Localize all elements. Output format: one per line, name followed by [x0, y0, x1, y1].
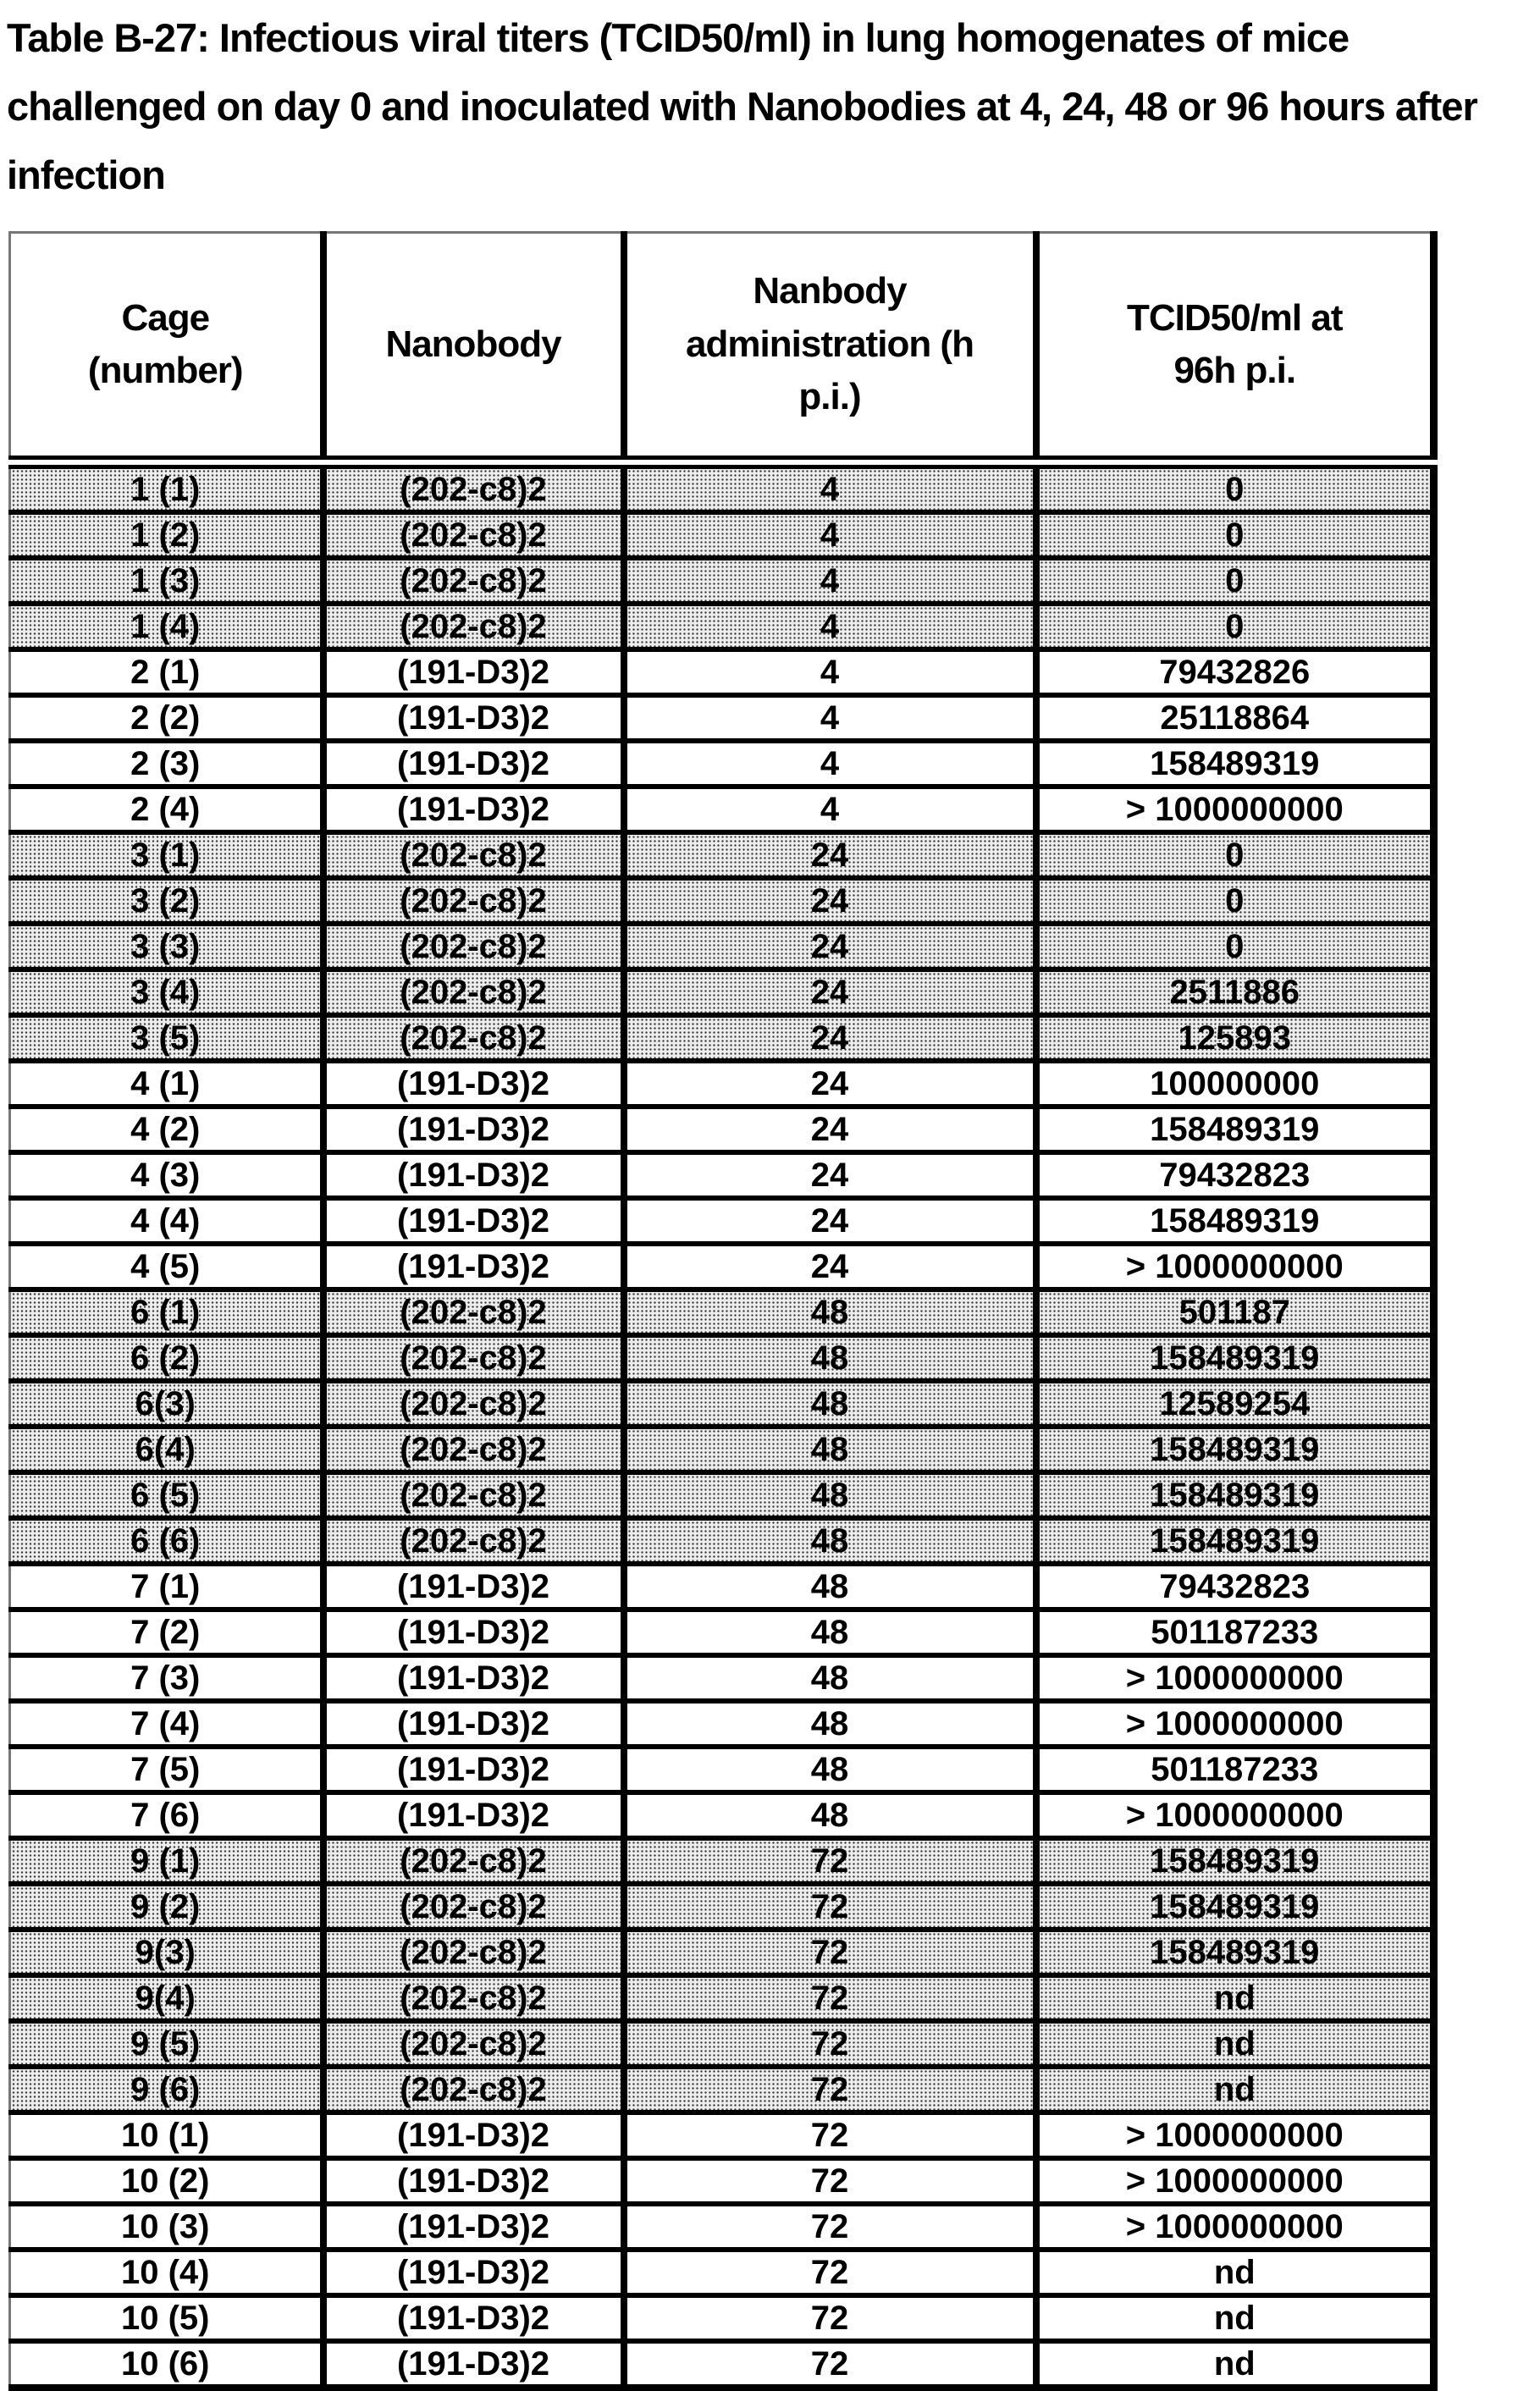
cell-administration-hours: 24 — [624, 1244, 1036, 1289]
cell-cage-number: 1 (4) — [10, 604, 323, 649]
cell-tcid50-value: 501187233 — [1036, 1610, 1434, 1655]
table-row — [10, 1838, 1434, 1884]
cell-administration-hours: 72 — [624, 2112, 1036, 2158]
cell-cage-number: 2 (4) — [10, 787, 323, 832]
table-row — [10, 1381, 1434, 1427]
cell-administration-hours: 4 — [624, 787, 1036, 832]
cell-cage-number: 1 (3) — [10, 558, 323, 604]
cell-nanobody: (202-c8)2 — [323, 1427, 624, 1472]
table-row — [10, 1289, 1434, 1335]
cell-nanobody: (191-D3)2 — [323, 787, 624, 832]
cell-cage-number: 2 (3) — [10, 741, 323, 787]
table-row — [10, 1610, 1434, 1655]
table-row — [10, 1152, 1434, 1198]
cell-administration-hours: 48 — [624, 1610, 1036, 1655]
cell-nanobody: (191-D3)2 — [323, 2250, 624, 2295]
cell-nanobody: (191-D3)2 — [323, 2112, 624, 2158]
cell-administration-hours: 72 — [624, 1838, 1036, 1884]
cell-administration-hours: 4 — [624, 695, 1036, 741]
cell-cage-number: 6 (2) — [10, 1335, 323, 1381]
cell-cage-number: 3 (1) — [10, 832, 323, 878]
cell-nanobody: (191-D3)2 — [323, 1701, 624, 1747]
cell-nanobody: (191-D3)2 — [323, 1107, 624, 1152]
cell-tcid50-value: > 1000000000 — [1036, 2112, 1434, 2158]
table-row — [10, 1655, 1434, 1701]
cell-administration-hours: 48 — [624, 1335, 1036, 1381]
cell-cage-number: 3 (5) — [10, 1015, 323, 1061]
cell-cage-number: 10 (6) — [10, 2341, 323, 2388]
cell-cage-number: 3 (3) — [10, 924, 323, 969]
cell-tcid50-value: 25118864 — [1036, 695, 1434, 741]
cell-cage-number: 7 (1) — [10, 1564, 323, 1610]
cell-cage-number: 7 (6) — [10, 1792, 323, 1838]
column-header-nanobody-administration: Nanbody administration (h p.i.) — [624, 233, 1036, 463]
cell-tcid50-value: > 1000000000 — [1036, 1655, 1434, 1701]
cell-administration-hours: 4 — [624, 462, 1036, 512]
cell-nanobody: (202-c8)2 — [323, 1015, 624, 1061]
cell-tcid50-value: nd — [1036, 2341, 1434, 2388]
cell-administration-hours: 24 — [624, 969, 1036, 1015]
cell-cage-number: 9 (5) — [10, 2021, 323, 2067]
cell-nanobody: (202-c8)2 — [323, 832, 624, 878]
cell-cage-number: 9 (6) — [10, 2067, 323, 2112]
table-header-row — [10, 233, 1434, 463]
cell-administration-hours: 48 — [624, 1518, 1036, 1564]
cell-nanobody: (191-D3)2 — [323, 1610, 624, 1655]
cell-nanobody: (202-c8)2 — [323, 2021, 624, 2067]
table-row — [10, 1244, 1434, 1289]
cell-administration-hours: 72 — [624, 2341, 1036, 2388]
cell-cage-number: 4 (1) — [10, 1061, 323, 1107]
cell-tcid50-value: 100000000 — [1036, 1061, 1434, 1107]
cell-nanobody: (202-c8)2 — [323, 1381, 624, 1427]
table-row — [10, 1107, 1434, 1152]
table-row — [10, 1564, 1434, 1610]
table-row — [10, 1061, 1434, 1107]
cell-administration-hours: 48 — [624, 1747, 1036, 1792]
cell-tcid50-value: nd — [1036, 1975, 1434, 2021]
cell-administration-hours: 4 — [624, 604, 1036, 649]
cell-nanobody: (191-D3)2 — [323, 2204, 624, 2250]
cell-tcid50-value: > 1000000000 — [1036, 1244, 1434, 1289]
column-header-cage-number: Cage (number) — [10, 233, 323, 463]
cell-cage-number: 6 (5) — [10, 1472, 323, 1518]
cell-cage-number: 4 (3) — [10, 1152, 323, 1198]
cell-tcid50-value: nd — [1036, 2021, 1434, 2067]
table-row — [10, 604, 1434, 649]
cell-administration-hours: 48 — [624, 1655, 1036, 1701]
cell-administration-hours: 4 — [624, 649, 1036, 695]
cell-tcid50-value: 158489319 — [1036, 741, 1434, 787]
cell-tcid50-value: 0 — [1036, 558, 1434, 604]
cell-administration-hours: 72 — [624, 1884, 1036, 1930]
cell-nanobody: (202-c8)2 — [323, 1518, 624, 1564]
table-row — [10, 558, 1434, 604]
cell-tcid50-value: 12589254 — [1036, 1381, 1434, 1427]
cell-administration-hours: 72 — [624, 2067, 1036, 2112]
cell-tcid50-value: 158489319 — [1036, 1198, 1434, 1244]
table-row — [10, 832, 1434, 878]
cell-tcid50-value: 79432823 — [1036, 1152, 1434, 1198]
table-row — [10, 1747, 1434, 1792]
cell-cage-number: 6(3) — [10, 1381, 323, 1427]
table-row — [10, 695, 1434, 741]
column-header-tcid50: TCID50/ml at 96h p.i. — [1036, 233, 1434, 463]
cell-tcid50-value: 158489319 — [1036, 1427, 1434, 1472]
table-row — [10, 649, 1434, 695]
table-row — [10, 969, 1434, 1015]
cell-nanobody: (191-D3)2 — [323, 1152, 624, 1198]
cell-cage-number: 4 (5) — [10, 1244, 323, 1289]
cell-administration-hours: 48 — [624, 1564, 1036, 1610]
cell-nanobody: (202-c8)2 — [323, 1930, 624, 1975]
cell-cage-number: 2 (1) — [10, 649, 323, 695]
cell-administration-hours: 48 — [624, 1427, 1036, 1472]
cell-nanobody: (202-c8)2 — [323, 1975, 624, 2021]
cell-cage-number: 3 (2) — [10, 878, 323, 924]
cell-nanobody: (202-c8)2 — [323, 878, 624, 924]
table-body — [10, 462, 1434, 2388]
viral-titer-table — [8, 231, 1438, 2391]
table-row — [10, 1701, 1434, 1747]
cell-cage-number: 1 (2) — [10, 512, 323, 558]
cell-tcid50-value: 158489319 — [1036, 1107, 1434, 1152]
table-row — [10, 1975, 1434, 2021]
table-row — [10, 2204, 1434, 2250]
cell-administration-hours: 24 — [624, 1061, 1036, 1107]
cell-nanobody: (202-c8)2 — [323, 1838, 624, 1884]
cell-administration-hours: 72 — [624, 2250, 1036, 2295]
cell-tcid50-value: 501187233 — [1036, 1747, 1434, 1792]
cell-tcid50-value: 158489319 — [1036, 1838, 1434, 1884]
table-row — [10, 512, 1434, 558]
cell-tcid50-value: 2511886 — [1036, 969, 1434, 1015]
cell-nanobody: (191-D3)2 — [323, 1655, 624, 1701]
cell-nanobody: (202-c8)2 — [323, 604, 624, 649]
cell-nanobody: (202-c8)2 — [323, 924, 624, 969]
cell-tcid50-value: 0 — [1036, 604, 1434, 649]
cell-administration-hours: 48 — [624, 1289, 1036, 1335]
cell-administration-hours: 4 — [624, 512, 1036, 558]
cell-tcid50-value: nd — [1036, 2250, 1434, 2295]
cell-administration-hours: 72 — [624, 2158, 1036, 2204]
cell-nanobody: (191-D3)2 — [323, 1061, 624, 1107]
cell-cage-number: 9 (2) — [10, 1884, 323, 1930]
cell-tcid50-value: 125893 — [1036, 1015, 1434, 1061]
table-caption: Table B-27: Infectious viral titers (TCID50/ml) in lung homogenates of mice challenged on day 0 and inoculated with Nanobodies at 4, 24, 48 or 96 hours after infection — [7, 15, 1477, 197]
cell-tcid50-value: 158489319 — [1036, 1472, 1434, 1518]
cell-tcid50-value: 158489319 — [1036, 1518, 1434, 1564]
cell-administration-hours: 72 — [624, 2204, 1036, 2250]
cell-tcid50-value: nd — [1036, 2067, 1434, 2112]
cell-administration-hours: 48 — [624, 1472, 1036, 1518]
cell-administration-hours: 72 — [624, 2021, 1036, 2067]
cell-nanobody: (202-c8)2 — [323, 558, 624, 604]
cell-cage-number: 7 (3) — [10, 1655, 323, 1701]
cell-tcid50-value: 79432823 — [1036, 1564, 1434, 1610]
cell-cage-number: 4 (4) — [10, 1198, 323, 1244]
cell-cage-number: 1 (1) — [10, 462, 323, 512]
table-row — [10, 1518, 1434, 1564]
table-row — [10, 2021, 1434, 2067]
cell-tcid50-value: 158489319 — [1036, 1335, 1434, 1381]
cell-cage-number: 9(3) — [10, 1930, 323, 1975]
table-row — [10, 924, 1434, 969]
cell-cage-number: 7 (5) — [10, 1747, 323, 1792]
cell-nanobody: (191-D3)2 — [323, 1564, 624, 1610]
cell-administration-hours: 48 — [624, 1381, 1036, 1427]
cell-administration-hours: 24 — [624, 832, 1036, 878]
cell-cage-number: 10 (5) — [10, 2295, 323, 2341]
table-row — [10, 1427, 1434, 1472]
cell-tcid50-value: nd — [1036, 2295, 1434, 2341]
cell-tcid50-value: 158489319 — [1036, 1930, 1434, 1975]
cell-cage-number: 9(4) — [10, 1975, 323, 2021]
cell-tcid50-value: 0 — [1036, 512, 1434, 558]
cell-administration-hours: 24 — [624, 1198, 1036, 1244]
cell-nanobody: (191-D3)2 — [323, 649, 624, 695]
cell-nanobody: (191-D3)2 — [323, 2341, 624, 2388]
cell-cage-number: 10 (4) — [10, 2250, 323, 2295]
cell-tcid50-value: > 1000000000 — [1036, 2204, 1434, 2250]
cell-administration-hours: 72 — [624, 2295, 1036, 2341]
cell-administration-hours: 24 — [624, 1015, 1036, 1061]
cell-administration-hours: 72 — [624, 1975, 1036, 2021]
cell-administration-hours: 72 — [624, 1930, 1036, 1975]
cell-cage-number: 6 (1) — [10, 1289, 323, 1335]
cell-nanobody: (202-c8)2 — [323, 1472, 624, 1518]
cell-nanobody: (202-c8)2 — [323, 512, 624, 558]
cell-tcid50-value: 0 — [1036, 462, 1434, 512]
cell-tcid50-value: 79432826 — [1036, 649, 1434, 695]
table-row — [10, 2067, 1434, 2112]
table-row — [10, 1472, 1434, 1518]
cell-cage-number: 10 (2) — [10, 2158, 323, 2204]
cell-nanobody: (191-D3)2 — [323, 695, 624, 741]
cell-nanobody: (191-D3)2 — [323, 1198, 624, 1244]
cell-tcid50-value: 0 — [1036, 924, 1434, 969]
table-row — [10, 462, 1434, 512]
cell-nanobody: (191-D3)2 — [323, 2295, 624, 2341]
table-row — [10, 2112, 1434, 2158]
cell-administration-hours: 24 — [624, 924, 1036, 969]
cell-cage-number: 4 (2) — [10, 1107, 323, 1152]
cell-nanobody: (191-D3)2 — [323, 741, 624, 787]
cell-administration-hours: 24 — [624, 878, 1036, 924]
cell-cage-number: 7 (4) — [10, 1701, 323, 1747]
cell-administration-hours: 24 — [624, 1152, 1036, 1198]
cell-nanobody: (202-c8)2 — [323, 969, 624, 1015]
cell-tcid50-value: 0 — [1036, 878, 1434, 924]
table-row — [10, 1884, 1434, 1930]
cell-nanobody: (202-c8)2 — [323, 462, 624, 512]
table-row — [10, 741, 1434, 787]
column-header-nanobody: Nanobody — [323, 233, 624, 463]
cell-tcid50-value: 501187 — [1036, 1289, 1434, 1335]
table-row — [10, 878, 1434, 924]
table-row — [10, 1792, 1434, 1838]
cell-cage-number: 6 (6) — [10, 1518, 323, 1564]
table-row — [10, 1930, 1434, 1975]
table-row — [10, 787, 1434, 832]
table-row — [10, 2295, 1434, 2341]
table-row — [10, 2341, 1434, 2388]
cell-cage-number: 9 (1) — [10, 1838, 323, 1884]
table-row — [10, 1198, 1434, 1244]
cell-cage-number: 7 (2) — [10, 1610, 323, 1655]
table-row — [10, 2158, 1434, 2204]
cell-tcid50-value: > 1000000000 — [1036, 1792, 1434, 1838]
cell-administration-hours: 24 — [624, 1107, 1036, 1152]
cell-administration-hours: 4 — [624, 741, 1036, 787]
cell-nanobody: (202-c8)2 — [323, 1335, 624, 1381]
cell-nanobody: (191-D3)2 — [323, 1792, 624, 1838]
cell-nanobody: (191-D3)2 — [323, 2158, 624, 2204]
cell-cage-number: 6(4) — [10, 1427, 323, 1472]
cell-tcid50-value: 0 — [1036, 832, 1434, 878]
table-row — [10, 2250, 1434, 2295]
cell-administration-hours: 48 — [624, 1792, 1036, 1838]
table-row — [10, 1015, 1434, 1061]
cell-tcid50-value: > 1000000000 — [1036, 787, 1434, 832]
cell-tcid50-value: > 1000000000 — [1036, 1701, 1434, 1747]
cell-administration-hours: 4 — [624, 558, 1036, 604]
cell-administration-hours: 48 — [624, 1701, 1036, 1747]
cell-nanobody: (191-D3)2 — [323, 1244, 624, 1289]
cell-tcid50-value: > 1000000000 — [1036, 2158, 1434, 2204]
cell-cage-number: 10 (1) — [10, 2112, 323, 2158]
cell-nanobody: (202-c8)2 — [323, 1884, 624, 1930]
cell-tcid50-value: 158489319 — [1036, 1884, 1434, 1930]
cell-cage-number: 2 (2) — [10, 695, 323, 741]
cell-nanobody: (191-D3)2 — [323, 1747, 624, 1792]
cell-nanobody: (202-c8)2 — [323, 1289, 624, 1335]
cell-nanobody: (202-c8)2 — [323, 2067, 624, 2112]
cell-cage-number: 10 (3) — [10, 2204, 323, 2250]
table-row — [10, 1335, 1434, 1381]
cell-cage-number: 3 (4) — [10, 969, 323, 1015]
